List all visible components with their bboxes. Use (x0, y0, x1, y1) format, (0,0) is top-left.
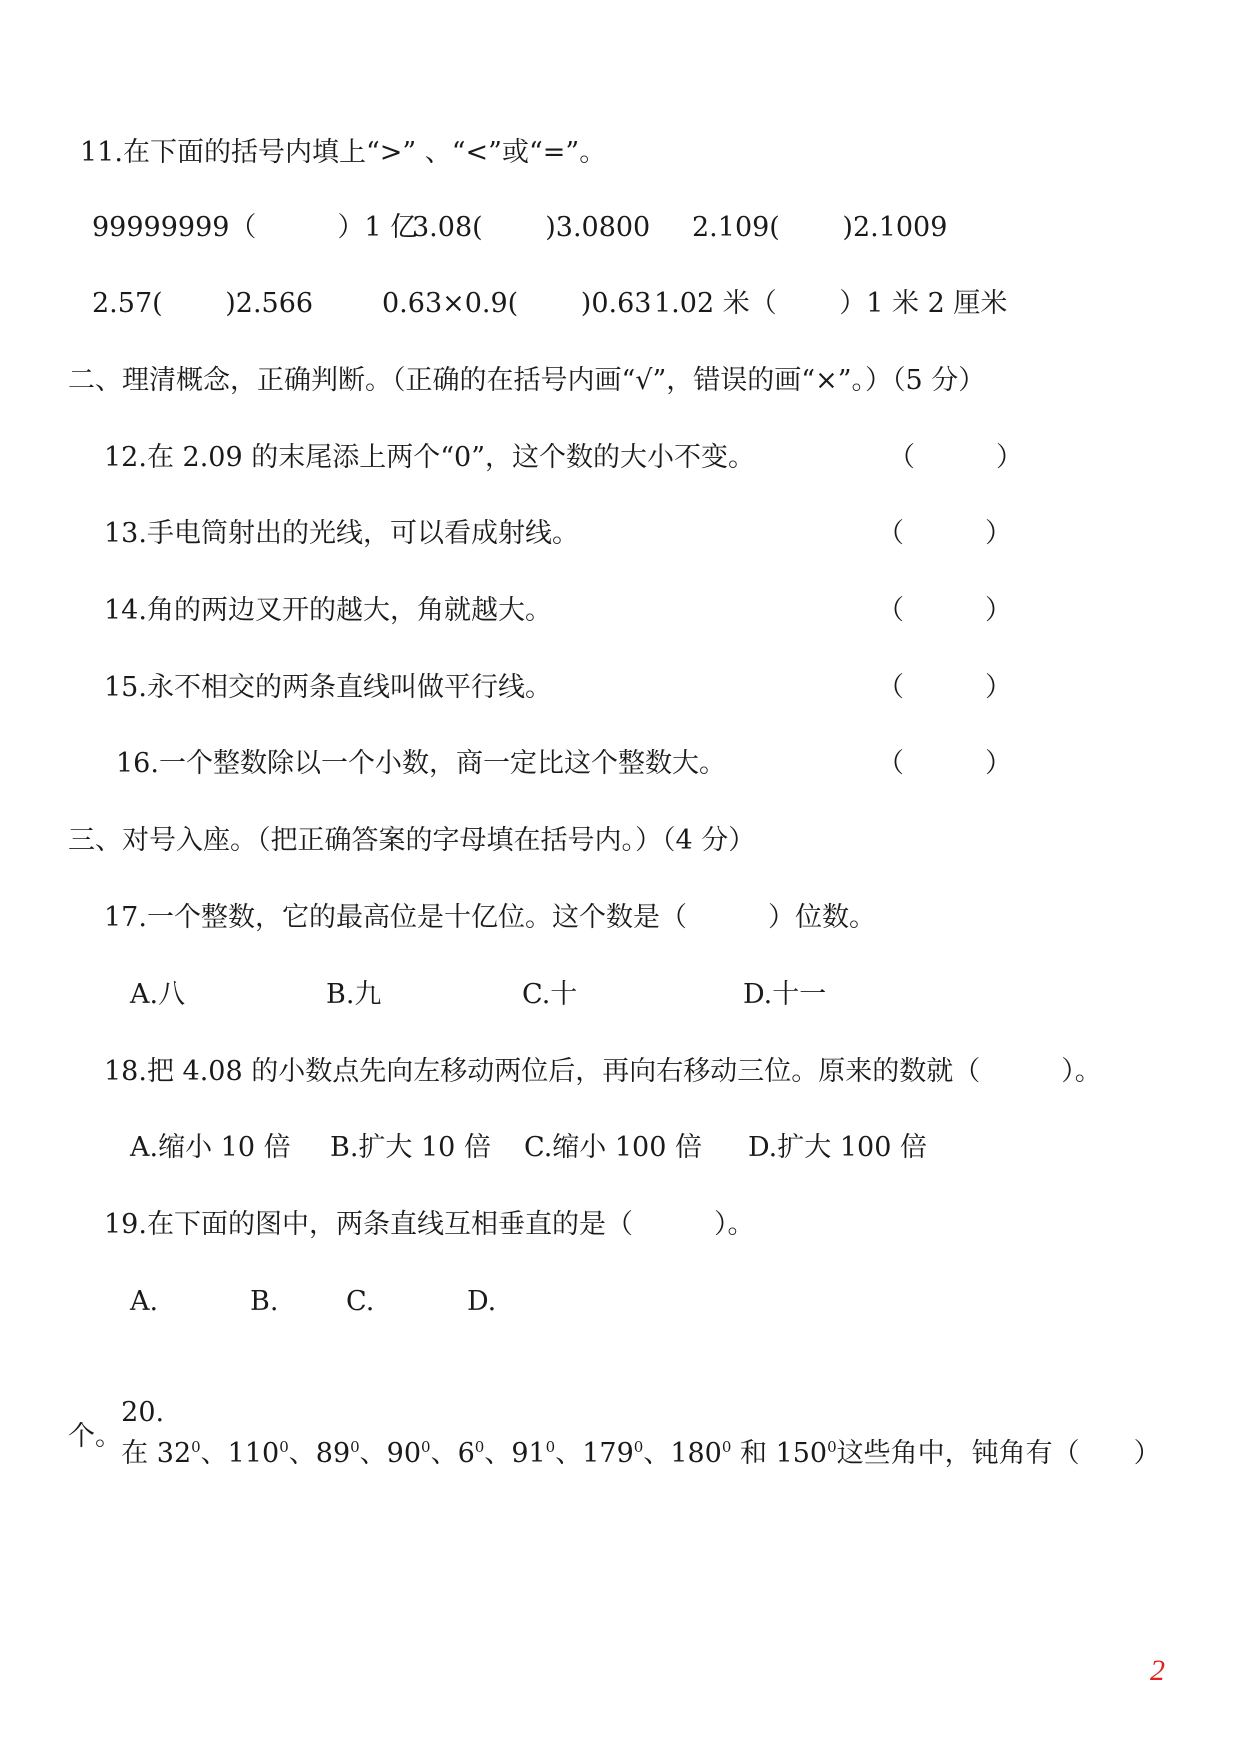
section3-heading: 三、对号入座。（把正确答案的字母填在括号内。）（4 分） (68, 825, 756, 856)
q18-option-c: C.缩小 100 倍 (524, 1132, 702, 1163)
degree-mark: 0 (279, 1438, 289, 1456)
degree-mark: 0 (191, 1438, 201, 1456)
q17-option-c: C.十 (522, 979, 578, 1010)
q18: 18.把 4.08 的小数点先向左移动两位后，再向右移动三位。原来的数就（ ）。 (104, 1056, 1102, 1087)
q20-angle-value: 179 (582, 1438, 634, 1469)
q18-option-d: D.扩大 100 倍 (748, 1132, 927, 1163)
q20-line1 (104, 1362, 1161, 1471)
q20-prefix: 在 (121, 1438, 157, 1469)
q20-separator: 、 (359, 1438, 387, 1469)
q17-option-d: D.十一 (743, 979, 827, 1010)
q12: 12.在 2.09 的末尾添上两个“0”，这个数的大小不变。 (104, 442, 756, 473)
q12-answer-blank[interactable]: （ ） (888, 442, 1023, 473)
q19: 19.在下面的图中，两条直线互相垂直的是（ ）。 (104, 1209, 755, 1240)
q11-compare-1: 99999999（ ）1 亿 (92, 212, 418, 243)
degree-mark: 0 (633, 1438, 644, 1456)
q20-number: 20. (121, 1397, 165, 1428)
q20-angle-value: 90 (386, 1438, 422, 1469)
q20-separator: 、 (288, 1438, 316, 1469)
q20-joiner: 和 (731, 1438, 776, 1469)
section2-heading: 二、理清概念，正确判断。（正确的在括号内画“√”，错误的画“×”。）（5 分） (68, 365, 986, 396)
q16: 16.一个整数除以一个小数，商一定比这个整数大。 (116, 748, 726, 779)
q20-separator: 、 (484, 1438, 512, 1469)
q19-option-a: A. (130, 1286, 159, 1317)
q20-angle-value: 180 (670, 1438, 722, 1469)
q11-compare-3: 2.109( )2.1009 (692, 212, 948, 243)
q19-option-c: C. (346, 1286, 375, 1317)
q18-option-b: B.扩大 10 倍 (330, 1132, 491, 1163)
q20-angle-value: 89 (315, 1438, 351, 1469)
degree-mark: 0 (474, 1438, 485, 1456)
q13-answer-blank[interactable]: （ ） (877, 518, 1012, 549)
q16-answer-blank[interactable]: （ ） (877, 748, 1012, 779)
q20-angle-value: 110 (227, 1438, 280, 1469)
degree-mark: 0 (545, 1438, 556, 1456)
q11-compare-5: 0.63×0.9( )0.63 (382, 288, 652, 319)
q20-angle-list (157, 1438, 837, 1469)
degree-mark: 0 (350, 1438, 360, 1456)
q11-compare-2: 3.08( )3.0800 (412, 212, 651, 243)
q11-title: 11.在下面的括号内填上“>” 、“<”或“=”。 (80, 137, 607, 168)
q14-answer-blank[interactable]: （ ） (877, 595, 1012, 626)
q20-angle-value: 150 (775, 1438, 828, 1469)
q20-separator: 、 (555, 1438, 583, 1469)
q15: 15.永不相交的两条直线叫做平行线。 (104, 672, 552, 703)
q20-separator: 、 (200, 1438, 228, 1469)
q20-separator: 、 (643, 1438, 671, 1469)
q17-option-b: B.九 (326, 979, 382, 1010)
degree-mark: 0 (421, 1438, 431, 1456)
q11-compare-4: 2.57( )2.566 (92, 288, 314, 319)
q18-option-a: A.缩小 10 倍 (130, 1132, 291, 1163)
q20-line2: 个。 (68, 1421, 122, 1452)
q20-angle-value: 32 (156, 1438, 192, 1469)
page-number: 2 (1150, 1654, 1165, 1687)
q20-separator: 、 (430, 1438, 458, 1469)
q17-option-a: A.八 (130, 979, 186, 1010)
q20-angle-value: 6 (457, 1438, 475, 1469)
q11-compare-6: 1.02 米（ ）1 米 2 厘米 (654, 288, 1008, 319)
q20-suffix: 这些角中，钝角有（ ） (836, 1438, 1161, 1469)
q19-option-b: B. (250, 1286, 279, 1317)
q13: 13.手电筒射出的光线，可以看成射线。 (104, 518, 579, 549)
q14: 14.角的两边叉开的越大，角就越大。 (104, 595, 552, 626)
q20-angle-value: 91 (511, 1438, 546, 1469)
q19-option-d: D. (467, 1286, 497, 1317)
q17: 17.一个整数，它的最高位是十亿位。这个数是（ ）位数。 (104, 902, 876, 933)
degree-mark: 0 (721, 1438, 732, 1456)
degree-mark: 0 (827, 1438, 837, 1456)
q15-answer-blank[interactable]: （ ） (877, 672, 1012, 703)
